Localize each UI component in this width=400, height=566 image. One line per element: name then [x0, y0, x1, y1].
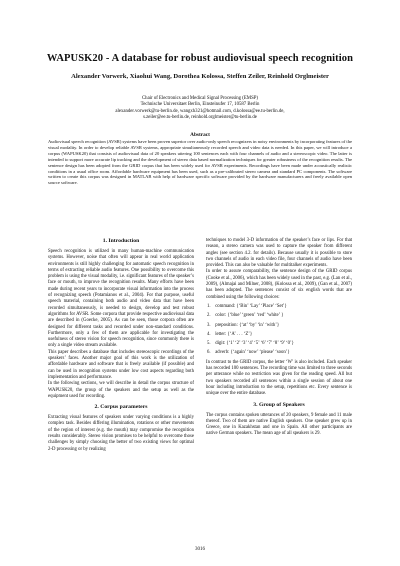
email-line: s.zeiler@ee.tu-berlin.de, reinhold.orglmeister@tu-berlin.de — [143, 115, 257, 121]
paragraph: Speech recognition is utilized in many human-machine communication systems. However, noise that often will appear in real world application environments is still highly challenging for automatic speech recognition in terms of extracting reliable audio features. One possibility to overcome this problem is using the visual modality, i.e. significant features of the speaker’s face or mouth, to improve the recognition results. Many efforts have been made during recent years to incorporate visual information into the process of recognizing speech (Potamianos et al., 2004). For that purpose, useful speech material, containing both audio and video data that have been recorded simultaneously, is needed to design, develop and test robust algorithms for AVSR. Some corpora that provide respective audiovisual data are described in (Goecke, 2005). As can be seen, those corpora often are designed for different tasks and recorded under non-standard conditions. Furthermore, only a few of them are applicable for investigating the usefulness of stereo vision for speech recognition, since commonly there is only a single video stream available. — [48, 249, 194, 349]
list-text: digit: {‘1’ ‘2’ ‘3’ ‘4’ ‘5’ ‘6’ ‘7’ ‘8’ ‘9’ ‘0’} — [215, 341, 294, 347]
list-number: 4. — [207, 331, 211, 337]
sentence-design-list — [206, 304, 352, 357]
email-line: alexander.vorwerk@tu-berlin.de, wangxh321@hotmail.com, d.kolossa@ee.tu-berlin.de, — [115, 108, 285, 114]
section-heading-group-of-speakers: 3. Group of Speakers — [253, 401, 305, 408]
abstract-heading: Abstract — [190, 132, 210, 138]
list-item — [206, 313, 352, 319]
abstract-text: Audiovisual speech recognition (AVSR) systems have been proven superior over audio-only speech recognizers in noisy environments by incorporating features of the visual modality. In order to develop reliable AVSR systems, appropriate simultaneously recorded speech and video data is needed. In this paper, we will introduce a corpus (WAPUSK20) that consists of audiovisual data of 20 speakers uttering 100 sentences each with four channels of audio and a stereoscopic video. The latter is intended to support more accurate lip tracking and the development of stereo data based normalization techniques for greater robustness of the recognition results. The sentence design has been adopted from the GRID corpus that has been widely used for AVSR experiments. Recordings have been made under acoustically realistic conditions in a usual office room. Affordable hardware equipment has been used, such as a pre-calibrated stereo camera and standard PC components. The software written to create this corpus was designed in MATLAB with help of hardware specific software provided by the hardware manufacturers and freely available open source software. — [48, 139, 352, 186]
section-heading-introduction: 1. Introduction — [102, 238, 140, 244]
section-heading-corpus-parameters: 2. Corpus parameters — [94, 404, 148, 411]
list-text: command: {‘Bin’ ‘Lay’ ‘Place’ ‘Set’} — [215, 303, 287, 309]
affiliation-line: Chair of Electronics and Medical Signal Processing (EMSP) — [141, 96, 259, 101]
list-text: color: {‘blue’ ‘green’ ‘red’ ‘white’ } — [215, 313, 284, 319]
page-number: 3016 — [195, 547, 205, 552]
list-text: preposition: {‘at’ ‘by’ ‘in’ ‘with’} — [215, 322, 280, 328]
paragraph: techniques to model 3-D information of the speaker’s face or lips. For that reason, a stereo camera was used to capture the speaker from different angles (see section 4.2. for details). Because usually it is possible to store two channels of audio in each video file, four channels of audio have been provided. This can also be valuable for multitalker experiments. — [206, 238, 352, 269]
list-item — [206, 304, 352, 310]
paragraph: Extracting visual features of speakers under varying conditions is a highly complex task. Besides differing illumination, rotations or other movements of the region of interest (e.g. the mouth) may compromise the recognition results considerably. Stereo vision promises to be helpful to overcome those challenges by simply choosing the better of two existing views for optimal 2-D processing or by realizing — [48, 415, 194, 452]
affiliation-line: Technische Universitaet Berlin, Einsteinufer 17, 10587 Berlin — [140, 102, 260, 108]
author-list: Alexander Vorwerk, Xiaohui Wang, Dorothea Kolossa, Steffen Zeiler, Reinhold Orglmeister — [71, 73, 329, 80]
left-column — [48, 238, 194, 453]
list-number: 2. — [207, 313, 211, 319]
paragraph: This paper describes a database that includes stereoscopic recordings of the speakers’ faces. Another major goal of this work is the utilization of affordable hardware and software that is freely available (if possible) and can be used in recognition systems under low cost aspects regarding both implementation and performance. — [48, 349, 194, 380]
list-number: 6. — [207, 350, 211, 356]
list-text: letter: {‘A’ . . . ‘Z’} — [215, 331, 253, 337]
list-text: adverb: {‘again’ ‘now’ ‘please’ ‘soon’} — [215, 350, 290, 356]
list-number: 5. — [207, 341, 211, 347]
right-column — [206, 238, 352, 438]
paragraph: In contrast to the GRID corpus, the letter ‘W’ is also included. Each speaker has recorded 100 sentences. The recording time was limited to three seconds per utterance while no restriction was given for the reading speed. All but two speakers recorded all sentences within a single session of about one hour including introduction to the setup, repetitions etc. Every sentence is unique over the entire database. — [206, 359, 352, 397]
paragraph: In order to assure comparability, the sentence design of the GRID corpus (Cooke et al., 2006), which has been widely used in the past, e.g. (Lan et al., 2009), (Almajai and Milner, 2008), (Kolossa et al., 2009), (Gan et al., 2007) has been adopted. The sentences consist of six english words that are combined using the following choices: — [206, 269, 352, 300]
affiliation-block — [0, 96, 400, 122]
paragraph: In the following sections, we will describe in detail the corpus structure of WAPUSK20, the group of the speakers and the setup as well as the equipment used for recording. — [48, 381, 194, 399]
list-number: 1. — [207, 303, 211, 309]
list-item — [206, 350, 352, 356]
list-item — [206, 323, 352, 329]
list-number: 3. — [207, 322, 211, 328]
list-item — [206, 341, 352, 347]
list-item — [206, 332, 352, 338]
paper-title: WAPUSK20 - A database for robust audiovisual speech recognition — [46, 53, 354, 64]
paragraph: The corpus contains spoken utterances of 20 speakers, 9 female and 11 male thereof. Two of them are native English speakers. One speaker grew up in Greece, one in Kazakhstan and one in Spain. All other participants are native German speakers. The mean age of all speakers is 29. — [206, 412, 352, 437]
